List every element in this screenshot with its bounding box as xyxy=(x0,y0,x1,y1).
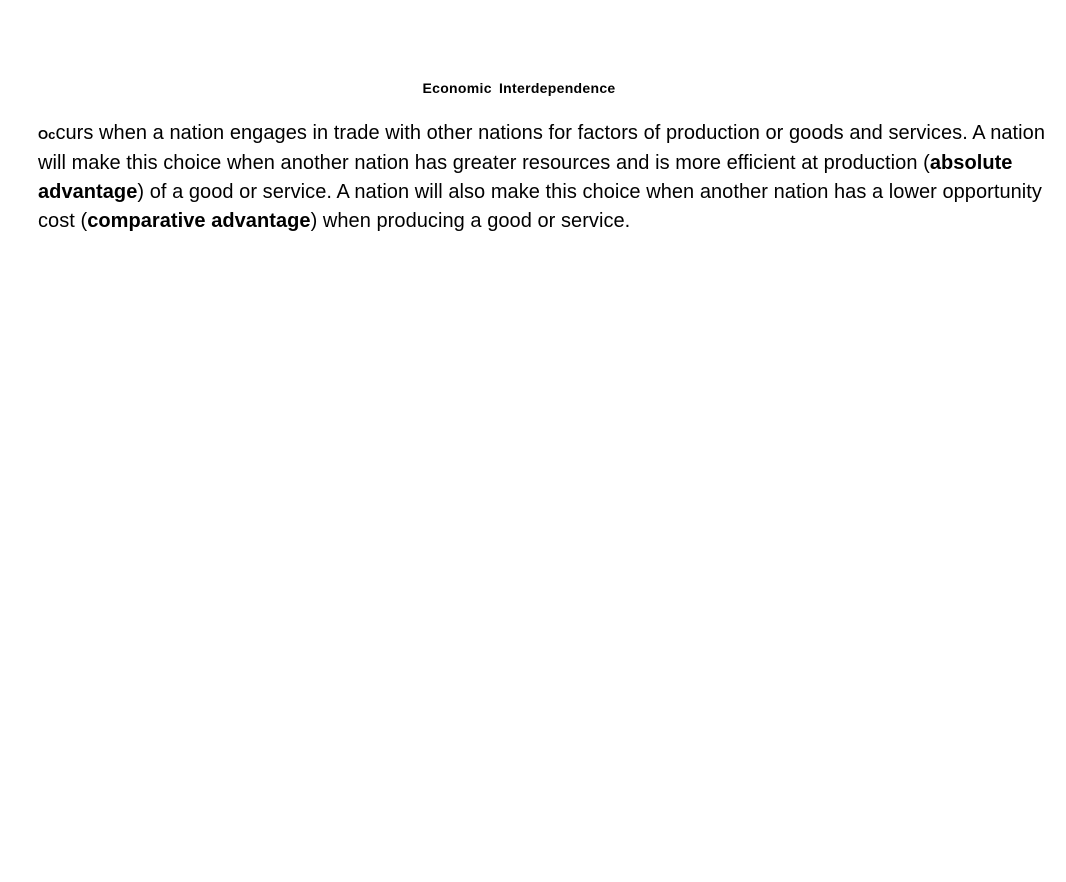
page-title: Economic Interdependence xyxy=(422,80,616,96)
paragraph-text-part-2: ) of a good or service. A nation will also make this choice when another nation has a lower opportunity cost ( xyxy=(38,181,1042,232)
paragraph-lead-letters: Oc xyxy=(38,127,56,142)
term-absolute-advantage: absolute advantage xyxy=(38,152,1013,203)
term-comparative-advantage: comparative advantage xyxy=(87,210,311,232)
definition-paragraph xyxy=(38,119,1048,236)
paragraph-text-part-1: curs when a nation engages in trade with other nations for factors of production or goods and services. A nation will make this choice when another nation has greater resources and is more efficient at production ( xyxy=(38,122,1045,174)
paragraph-text-part-3: ) when producing a good or service. xyxy=(310,210,631,232)
